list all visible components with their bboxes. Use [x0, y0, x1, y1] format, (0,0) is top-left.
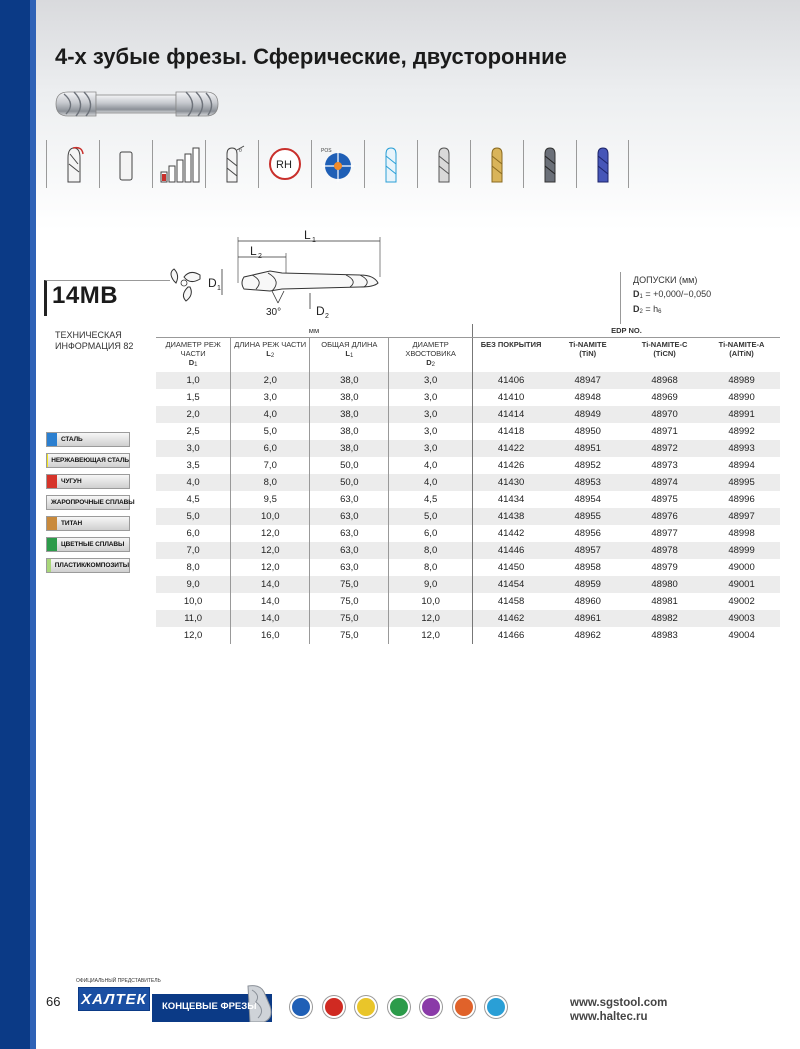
- legend-label: ПЛАСТИК/КОМПОЗИТЫ: [54, 562, 129, 569]
- table-cell: 4,5: [389, 491, 472, 508]
- material-circle-icon: [453, 996, 475, 1018]
- table-cell: 48947: [549, 372, 626, 389]
- l2-sub: 2: [258, 253, 262, 260]
- table-cell: 41458: [472, 593, 549, 610]
- table-cell: 49001: [703, 576, 780, 593]
- tinamite-a-icon: [523, 140, 576, 188]
- table-cell: 48973: [651, 460, 678, 471]
- table-cell: 5,0: [156, 508, 231, 525]
- table-group-header: [156, 324, 780, 338]
- legend-item: [46, 537, 130, 552]
- table-cell: 10,0: [231, 508, 310, 525]
- table-cell: 12,0: [231, 542, 310, 559]
- table-cell: 14,0: [231, 593, 310, 610]
- legend-swatch: [47, 538, 57, 551]
- table-row: [156, 627, 780, 644]
- table-cell: 12,0: [389, 627, 472, 644]
- table-cell: 48955: [549, 508, 626, 525]
- footer-material-icons: [290, 996, 518, 1018]
- table-cell: 63,0: [310, 559, 389, 576]
- legend-item: [46, 558, 130, 573]
- table-cell: 38,0: [310, 372, 389, 389]
- table-cell: 48970: [626, 406, 703, 423]
- table-row: [156, 440, 780, 457]
- table-cell: 48981: [651, 596, 678, 607]
- table-cell: 49003: [703, 610, 780, 627]
- tinamite-blue-icon: [576, 140, 629, 188]
- table-cell: 41446: [472, 542, 549, 559]
- table-cell: 10,0: [183, 596, 203, 607]
- table-cell: 63,0: [310, 508, 389, 525]
- table-cell: 75,0: [310, 576, 389, 593]
- table-cell: 11,0: [156, 610, 231, 627]
- table-row: [156, 457, 780, 474]
- table-cell: 3,0: [156, 440, 231, 457]
- footer-websites: [570, 996, 667, 1024]
- table-cell: 63,0: [310, 525, 389, 542]
- table-cell: 48989: [703, 372, 780, 389]
- tolerance-pos-icon: [311, 140, 364, 188]
- table-cell: 48961: [549, 610, 626, 627]
- table-cell: 1,5: [186, 392, 200, 403]
- legend-label: НЕРЖАВЕЮЩАЯ СТАЛЬ: [51, 457, 129, 464]
- table-row: [156, 389, 780, 406]
- table-row: [156, 542, 780, 559]
- table-cell: 2,5: [186, 426, 200, 437]
- table-cell: 2,0: [156, 406, 231, 423]
- table-row: [156, 423, 780, 440]
- table-cell: 14,0: [231, 576, 310, 593]
- legend-label: СТАЛЬ: [61, 436, 83, 443]
- legend-swatch: [47, 475, 57, 488]
- table-cell: 41442: [472, 525, 549, 542]
- table-cell: 41422: [472, 440, 549, 457]
- table-cell: 1,0: [156, 372, 231, 389]
- table-row: [156, 559, 780, 576]
- group-mm: мм: [156, 324, 472, 338]
- svg-text:θ: θ: [239, 148, 242, 154]
- table-row: [156, 610, 780, 627]
- material-circle-icon: [420, 996, 442, 1018]
- table-row: [156, 508, 780, 525]
- helix-angle-icon: [205, 140, 258, 188]
- table-cell: 48991: [703, 406, 780, 423]
- table-cell: 9,5: [231, 491, 310, 508]
- table-cell: 5,0: [389, 508, 472, 525]
- table-cell: 2,0: [231, 372, 310, 389]
- table-cell: 3,0: [389, 406, 472, 423]
- table-cell: 75,0: [310, 627, 389, 644]
- table-cell: 8,0: [231, 474, 310, 491]
- legend-item: [46, 432, 130, 447]
- col-d1: ДИАМЕТР РЕЖ ЧАСТИ D1: [165, 340, 221, 368]
- material-legend: [46, 432, 135, 579]
- legend-label: ЦВЕТНЫЕ СПЛАВЫ: [61, 541, 125, 548]
- material-circle-icon: [290, 996, 312, 1018]
- d2-sub: 2: [325, 313, 329, 320]
- table-cell: 14,0: [231, 610, 310, 627]
- table-cell: 12,0: [389, 610, 472, 627]
- cutter-geometry-icon: [46, 140, 99, 188]
- rh-rotation-icon: [258, 140, 311, 188]
- table-cell: 41430: [472, 474, 549, 491]
- table-cell: 48971: [651, 426, 678, 437]
- legend-swatch: [47, 559, 51, 572]
- rep-label: ОФИЦИАЛЬНЫЙ ПРЕДСТАВИТЕЛЬ: [76, 978, 161, 984]
- legend-swatch: [47, 517, 57, 530]
- table-cell: 4,0: [389, 474, 472, 491]
- table-cell: 48959: [549, 576, 626, 593]
- l1-sub: 1: [312, 237, 316, 244]
- table-cell: 50,0: [310, 457, 389, 474]
- product-code: 14MB: [52, 282, 119, 309]
- table-cell: 48956: [574, 528, 601, 539]
- table-cell: 4,0: [156, 474, 231, 491]
- table-cell: 48962: [574, 630, 601, 641]
- tolerances-box: [620, 272, 770, 324]
- haltec-logo: ХАЛТЕК: [78, 987, 150, 1011]
- table-cell: 48958: [574, 562, 601, 573]
- table-row: [156, 406, 780, 423]
- tolerance-d2: D2 = h6: [633, 304, 662, 315]
- tinamite-icon: [417, 140, 470, 188]
- table-cell: 48975: [651, 494, 678, 505]
- angle-label: 30°: [266, 307, 282, 318]
- table-cell: 48954: [574, 494, 601, 505]
- banner-text: КОНЦЕВЫЕ ФРЕЗЫ: [162, 1001, 257, 1012]
- table-cell: 41462: [472, 610, 549, 627]
- table-cell: 41466: [472, 627, 549, 644]
- table-cell: 3,0: [231, 389, 310, 406]
- table-cell: 48960: [574, 596, 601, 607]
- table-cell: 75,0: [310, 593, 389, 610]
- table-cell: 10,0: [389, 593, 472, 610]
- table-cell: 8,0: [186, 562, 200, 573]
- page-number: 66: [46, 994, 61, 1009]
- table-cell: 41426: [472, 457, 549, 474]
- table-cell: 48990: [728, 392, 755, 403]
- material-circle-icon: [355, 996, 377, 1018]
- tolerance-d1: D1 = +0,000/−0,050: [633, 289, 712, 300]
- table-cell: 3,0: [389, 440, 472, 457]
- table-cell: 48949: [549, 406, 626, 423]
- table-cell: 38,0: [310, 389, 389, 406]
- table-cell: 50,0: [310, 474, 389, 491]
- table-cell: 48953: [549, 474, 626, 491]
- feature-icon-row: [46, 140, 636, 190]
- material-circle-icon: [323, 996, 345, 1018]
- legend-item: [46, 516, 130, 531]
- material-circle-icon: [388, 996, 410, 1018]
- tech-info-note: ТЕХНИЧЕСКАЯ ИНФОРМАЦИЯ 82: [55, 330, 134, 351]
- table-cell: 48952: [574, 460, 601, 471]
- table-cell: 4,0: [389, 457, 472, 474]
- table-cell: 41438: [472, 508, 549, 525]
- table-row: [156, 593, 780, 610]
- table-cell: 48993: [703, 440, 780, 457]
- table-cell: 3,0: [389, 389, 472, 406]
- table-cell: 5,0: [231, 423, 310, 440]
- table-cell: 63,0: [310, 491, 389, 508]
- table-cell: 41434: [472, 491, 549, 508]
- table-cell: 48978: [626, 542, 703, 559]
- table-row: [156, 491, 780, 508]
- l1-label: L: [304, 228, 311, 242]
- table-cell: 48983: [651, 630, 678, 641]
- table-row: [156, 474, 780, 491]
- table-cell: 41414: [472, 406, 549, 423]
- table-cell: 48995: [703, 474, 780, 491]
- table-cell: 41410: [472, 389, 549, 406]
- legend-item: [46, 495, 135, 510]
- table-cell: 12,0: [183, 630, 203, 641]
- table-cell: 48992: [728, 426, 755, 437]
- table-cell: 48969: [651, 392, 678, 403]
- table-cell: 41454: [472, 576, 549, 593]
- website-sgstool[interactable]: www.sgstool.com: [570, 997, 668, 1009]
- table-cell: 49004: [728, 630, 755, 641]
- table-cell: 49002: [728, 596, 755, 607]
- table-cell: 3,0: [389, 372, 472, 389]
- legend-label: ЧУГУН: [61, 478, 82, 485]
- table-cell: 3,5: [186, 460, 200, 471]
- table-cell: 48950: [574, 426, 601, 437]
- table-cell: 6,0: [389, 525, 472, 542]
- table-row: [156, 525, 780, 542]
- tinamite-c-icon: [470, 140, 523, 188]
- uncoated-icon: [364, 140, 417, 188]
- side-band: [0, 0, 30, 1049]
- table-cell: 48998: [728, 528, 755, 539]
- table-cell: 12,0: [231, 559, 310, 576]
- table-cell: 38,0: [310, 440, 389, 457]
- legend-item: [46, 453, 130, 468]
- table-cell: 8,0: [389, 542, 472, 559]
- table-cell: 48951: [549, 440, 626, 457]
- col-tinamite: Ti-NAMITE (TiN): [568, 340, 607, 358]
- table-cell: 7,0: [156, 542, 231, 559]
- table-row: [156, 576, 780, 593]
- table-cell: 48999: [703, 542, 780, 559]
- table-cell: 48976: [626, 508, 703, 525]
- table-cell: 3,0: [389, 423, 472, 440]
- table-cell: 75,0: [310, 610, 389, 627]
- table-cell: 4,0: [231, 406, 310, 423]
- group-edp: EDP NO.: [472, 324, 780, 338]
- d2-label: D: [316, 304, 325, 318]
- col-d2: ДИАМЕТР ХВОСТОВИКА D2: [389, 338, 472, 373]
- table-cell: 38,0: [310, 423, 389, 440]
- table-cell: 48957: [549, 542, 626, 559]
- legend-label: ЖАРОПРОЧНЫЕ СПЛАВЫ: [51, 499, 135, 506]
- svg-text:RH: RH: [276, 159, 292, 171]
- length-bars-icon: [152, 140, 205, 188]
- table-cell: 41450: [472, 559, 549, 576]
- table-cell: 16,0: [231, 627, 310, 644]
- col-l1: ОБЩАЯ ДЛИНА L1: [310, 338, 389, 373]
- legend-label: ТИТАН: [61, 520, 83, 527]
- col-tinamite-c: Ti-NAMITE-C (TiCN): [641, 340, 688, 358]
- table-cell: 48997: [703, 508, 780, 525]
- col-l2: ДЛИНА РЕЖ ЧАСТИ L2: [231, 338, 310, 373]
- table-cell: 48977: [651, 528, 678, 539]
- table-cell: 9,0: [156, 576, 231, 593]
- table-cell: 48979: [651, 562, 678, 573]
- d1-sub: 1: [217, 285, 221, 292]
- col-tinamite-a: Ti-NAMITE-A (AlTiN): [718, 340, 765, 358]
- website-haltec[interactable]: www.haltec.ru: [570, 1011, 648, 1023]
- table-cell: 49000: [728, 562, 755, 573]
- table-cell: 48996: [728, 494, 755, 505]
- table-cell: 38,0: [310, 406, 389, 423]
- material-circle-icon: [485, 996, 507, 1018]
- table-cell: 48972: [626, 440, 703, 457]
- table-cell: 41418: [472, 423, 549, 440]
- table-cell: 48974: [626, 474, 703, 491]
- page-title: 4-х зубые фрезы. Сферические, двусторонние: [55, 44, 567, 69]
- d1-label: D: [208, 276, 217, 290]
- table-cell: 8,0: [389, 559, 472, 576]
- table-cell: 63,0: [310, 542, 389, 559]
- table-cell: 4,5: [186, 494, 200, 505]
- legend-swatch: [47, 433, 57, 446]
- table-row: [156, 372, 780, 389]
- table-cell: 9,0: [389, 576, 472, 593]
- svg-text:POS: POS: [321, 148, 332, 154]
- end-mill-image: [52, 86, 222, 122]
- dimension-diagram: [160, 225, 400, 325]
- table-cell: 12,0: [231, 525, 310, 542]
- table-column-header: [156, 338, 780, 373]
- table-cell: 7,0: [231, 457, 310, 474]
- tolerances-title: ДОПУСКИ (мм): [633, 275, 698, 285]
- legend-item: [46, 474, 130, 489]
- table-cell: 48948: [574, 392, 601, 403]
- l2-label: L: [250, 244, 257, 258]
- table-cell: 48994: [728, 460, 755, 471]
- spec-table: [156, 324, 780, 644]
- table-cell: 48982: [626, 610, 703, 627]
- col-uncoated: БЕЗ ПОКРЫТИЯ: [472, 338, 549, 373]
- table-cell: 48980: [626, 576, 703, 593]
- table-cell: 6,0: [231, 440, 310, 457]
- table-cell: 41406: [472, 372, 549, 389]
- table-cell: 48968: [626, 372, 703, 389]
- shank-icon: [99, 140, 152, 188]
- table-cell: 6,0: [186, 528, 200, 539]
